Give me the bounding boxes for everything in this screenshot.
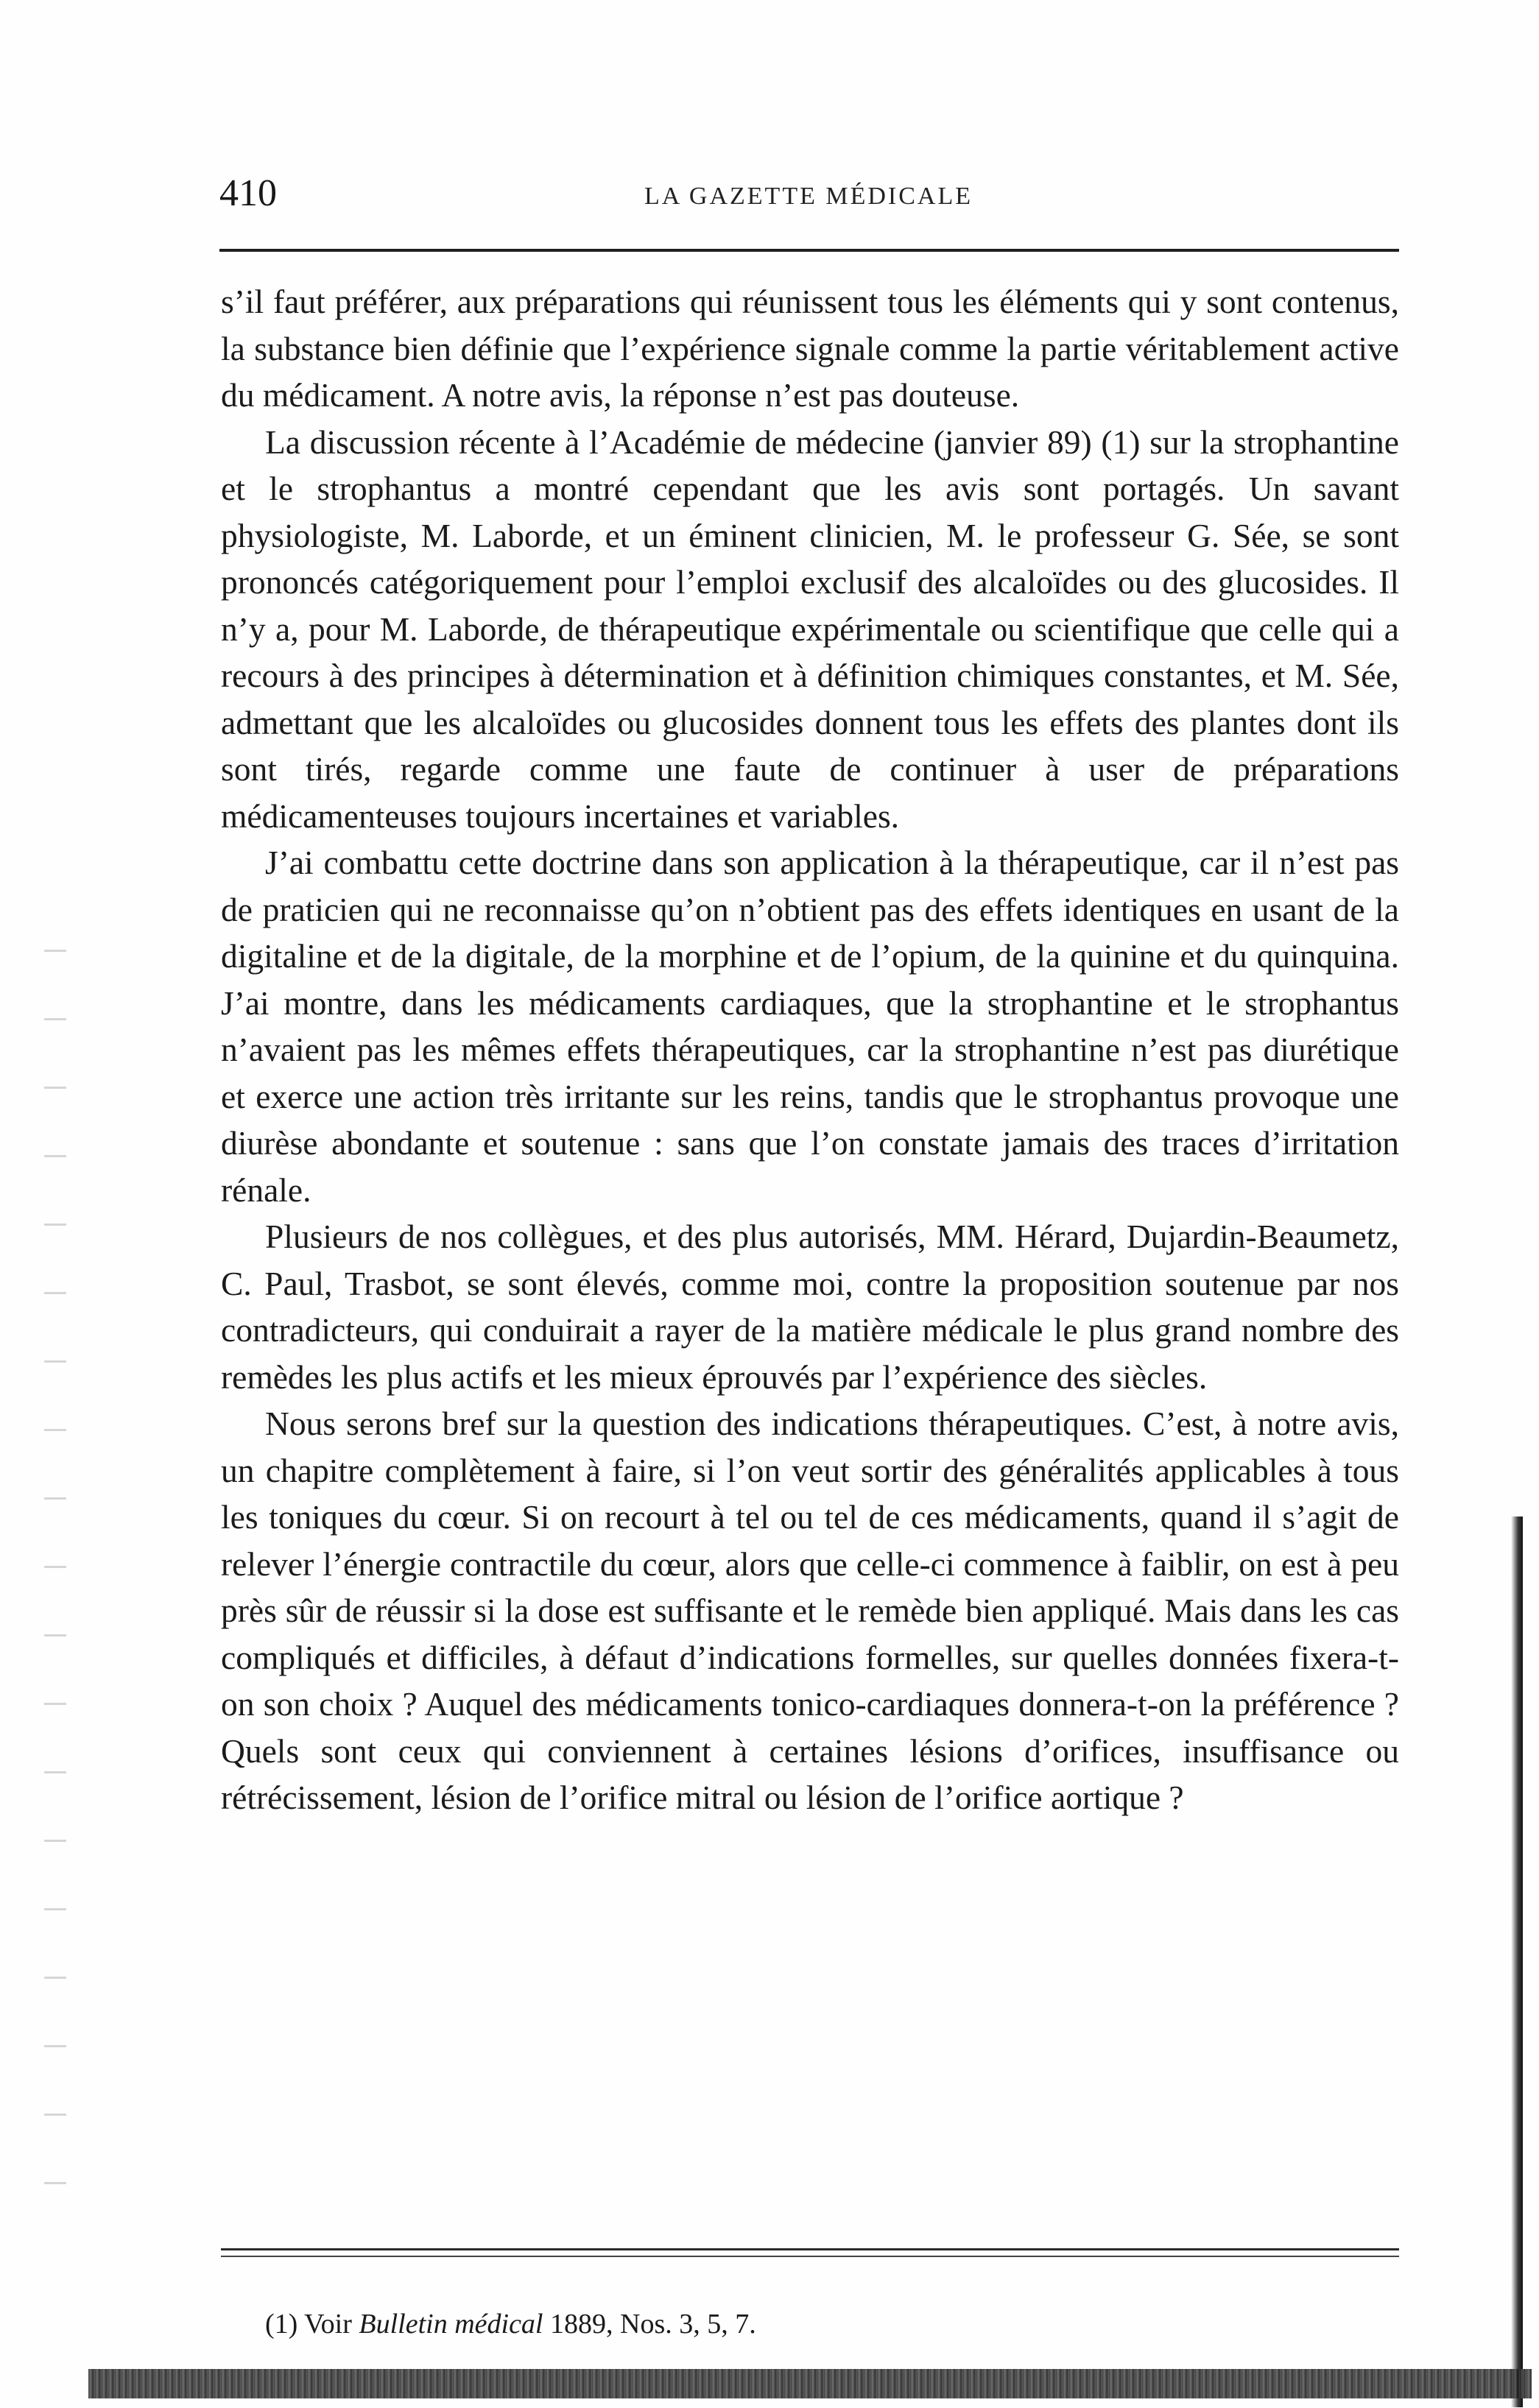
paragraph: J’ai combattu cette doctrine dans son application à la thérapeutique, car il n’est pas de praticien qui ne reconnaisse qu’on n’obtient pas des effets identiques en usant de la digitaline et de la digitale, de la morphine et de l’opium, de la quinine et du quinquina. J’ai montre, dans les médicaments cardiaques, que la strophantine et le strophantus n’avaient pas les mêmes effets thérapeutiques, car la strophantine n’est pas diurétique et exerce une action très irritante sur les reins, tandis que le strophantus provoque une diurèse abondante et soutenue : sans que l’on constate jamais des traces d’irritation rénale.: [221, 844, 1399, 1209]
footnote-rule-secondary: [221, 2256, 1399, 2257]
page-number: 410: [219, 172, 277, 214]
paragraph: Nous serons bref sur la question des indications thérapeutiques. C’est, à notre avis, un chapitre complètement à faire, si l’on veut sortir des généralités applicables à tous les toniques du cœur. Si on recourt à tel ou tel de ces médicaments, quand il s’agit de relever l’énergie contractile du cœur, alors que celle-ci commence à faiblir, on est à peu près sûr de réussir si la dose est suffisante et le remède bien appliqué. Mais dans les cas compliqués et difficiles, à défaut d’indications formelles, sur quelles données fixera-t-on son choix ? Auquel des médicaments tonico-cardiaques donnera-t-on la préférence ? Quels sont ceux qui conviennent à certaines lésions d’orifices, insuffisance ou rétrécissement, lésion de l’orifice mitral ou lésion de l’orifice aortique ?: [221, 1405, 1399, 1816]
footnote-rule: [221, 2248, 1399, 2250]
paragraph: La discussion récente à l’Académie de médecine (janvier 89) (1) sur la strophantine et le strophantus a montré cependant que les avis sont portagés. Un savant physiologiste, M. Laborde, et un éminent clinicien, M. le professeur G. Sée, se sont prononcés catégoriquement pour l’emploi exclusif des alcaloïdes ou des glucosides. Il n’y a, pour M. Laborde, de thérapeutique expérimentale ou scientifique que celle qui a recours à des principes à détermination et à définition chimiques constantes, et M. Sée, admettant que les alcaloïdes ou glucosides donnent tous les effets des plantes dont ils sont tirés, regarde comme une faute de continuer à user de préparations médicamenteuses toujours incertaines et variables.: [221, 423, 1399, 835]
header-rule: [219, 249, 1399, 252]
scan-edge-bottom: [88, 2369, 1532, 2398]
footnote: [265, 2306, 756, 2342]
paragraph: Plusieurs de nos collègues, et des plus autorisés, MM. Hérard, Dujardin-Beaumetz, C. Paul, Trasbot, se sont élevés, comme moi, contre la proposition soutenue par nos contradicteurs, qui conduirait a rayer de la matière médicale le plus grand nombre des remèdes les plus actifs et les mieux éprouvés par l’expérience des siècles.: [221, 1218, 1399, 1396]
scan-margin-specks: [44, 883, 66, 2208]
page-header: [219, 168, 1398, 219]
footnote-source: Bulletin médical: [359, 2309, 543, 2340]
body-text: [221, 278, 1399, 1821]
paragraph-continuation: s’il faut préférer, aux préparations qui réunissent tous les éléments qui y sont contenus, la substance bien définie que l’expérience signale comme la partie véritablement active du médicament. A notre avis, la réponse n’est pas douteuse.: [221, 283, 1399, 414]
footnote-marker: (1) Voir: [265, 2309, 352, 2340]
scan-edge-right: [1511, 1517, 1523, 2407]
footnote-details: 1889, Nos. 3, 5, 7.: [550, 2309, 756, 2340]
running-title: LA GAZETTE MÉDICALE: [644, 183, 973, 210]
